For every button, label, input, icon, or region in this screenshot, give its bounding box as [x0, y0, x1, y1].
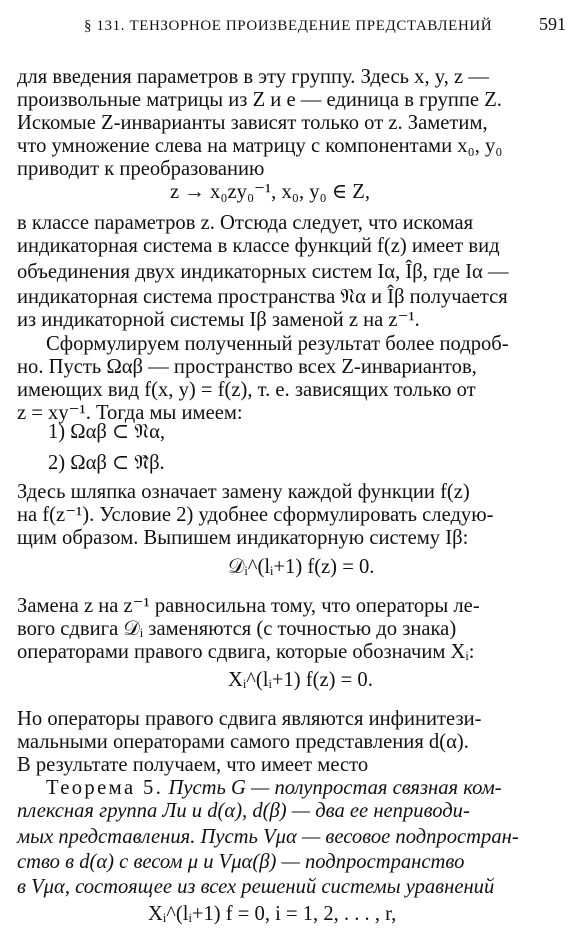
condition-1: 1) Ωαβ ⊂ 𝔑α, [48, 421, 166, 443]
condition-2: 2) Ωαβ ⊂ 𝔑̂β. [48, 452, 165, 474]
p5-line-2: вого сдвига 𝒟ᵢ заменяются (с точностью до знака) [17, 618, 457, 640]
page-number: 591 [539, 14, 566, 34]
p2-line-2: индикаторная система в классе функций f(z) имеет вид [17, 235, 500, 257]
p4-line-3: щим образом. Выпишем индикаторную систему Iβ: [17, 527, 469, 549]
p3-line-1: Сформулируем полученный результат более подроб- [46, 333, 509, 355]
formula-4: Xᵢ^(lᵢ+1) f = 0, i = 1, 2, . . . , r, [148, 903, 397, 925]
p3-line-4: z = xy⁻¹. Тогда мы имеем: [17, 402, 243, 424]
p3-line-3: имеющих вид f(x, y) = f(z), т. е. зависящих только от [17, 379, 476, 401]
p6-line-2: мальными операторами самого представления d(α). [17, 731, 469, 753]
theorem-label: Теорема 5. [46, 777, 164, 799]
p6-line-3: В результате получаем, что имеет место [17, 754, 369, 776]
formula-3: Xᵢ^(lᵢ+1) f(z) = 0. [228, 669, 373, 691]
p2-line-5: из индикаторной системы Iβ заменой z на z⁻¹. [17, 309, 420, 331]
p2-line-3: объединения двух индикаторных систем Iα, Îβ, где Iα — [17, 261, 509, 283]
theorem-first-line [46, 777, 580, 800]
theorem-line-5: в Vμα, состоящее из всех решений системы уравнений [17, 876, 495, 898]
p5-line-1: Замена z на z⁻¹ равносильна тому, что операторы ле- [17, 595, 480, 617]
p1-line-5: приводит к преобразованию [17, 158, 265, 180]
p4-line-1: Здесь шляпка означает замену каждой функции f(z) [17, 481, 470, 503]
p2-line-1: в классе параметров z. Отсюда следует, что искомая [17, 212, 474, 234]
p1-line-1: для введения параметров в эту группу. Здесь x, y, z — [17, 66, 489, 88]
theorem-line-1: Пусть G — полупростая связная ком- [168, 777, 502, 799]
p5-line-3: операторами правого сдвига, которые обозначим Xᵢ: [17, 641, 475, 663]
theorem-line-4: ство в d(α) с весом μ и Vμα(β) — подпространство [17, 851, 465, 873]
formula-2: 𝒟ᵢ^(lᵢ+1) f(z) = 0. [228, 556, 375, 578]
p1-line-2: произвольные матрицы из Z и e — единица в группе Z. [17, 89, 502, 111]
p4-line-2: на f(z⁻¹). Условие 2) удобнее сформулировать следую- [17, 504, 494, 526]
p1-line-3: Искомые Z-инварианты зависят только от z. Заметим, [17, 112, 488, 134]
theorem-line-3: мых представления. Пусть Vμα — весовое подпростран- [17, 826, 519, 848]
running-title: § 131. ТЕНЗОРНОЕ ПРОИЗВЕДЕНИЕ ПРЕДСТАВЛЕНИЙ [84, 18, 493, 34]
formula-1: z → x₀zy₀⁻¹, x₀, y₀ ∈ Z, [170, 181, 370, 203]
p1-line-4: что умножение слева на матрицу с компонентами x₀, y₀ [17, 135, 503, 157]
p6-line-1: Но операторы правого сдвига являются инфинитези- [17, 708, 482, 730]
theorem-line-2: плексная группа Ли и d(α), d(β) — два ее неприводи- [17, 800, 470, 822]
p3-line-2: но. Пусть Ωαβ — пространство всех Z-инвариантов, [17, 356, 477, 378]
running-header [84, 14, 566, 38]
p2-line-4: индикаторная система пространства 𝔑α и Îβ получается [17, 286, 508, 308]
